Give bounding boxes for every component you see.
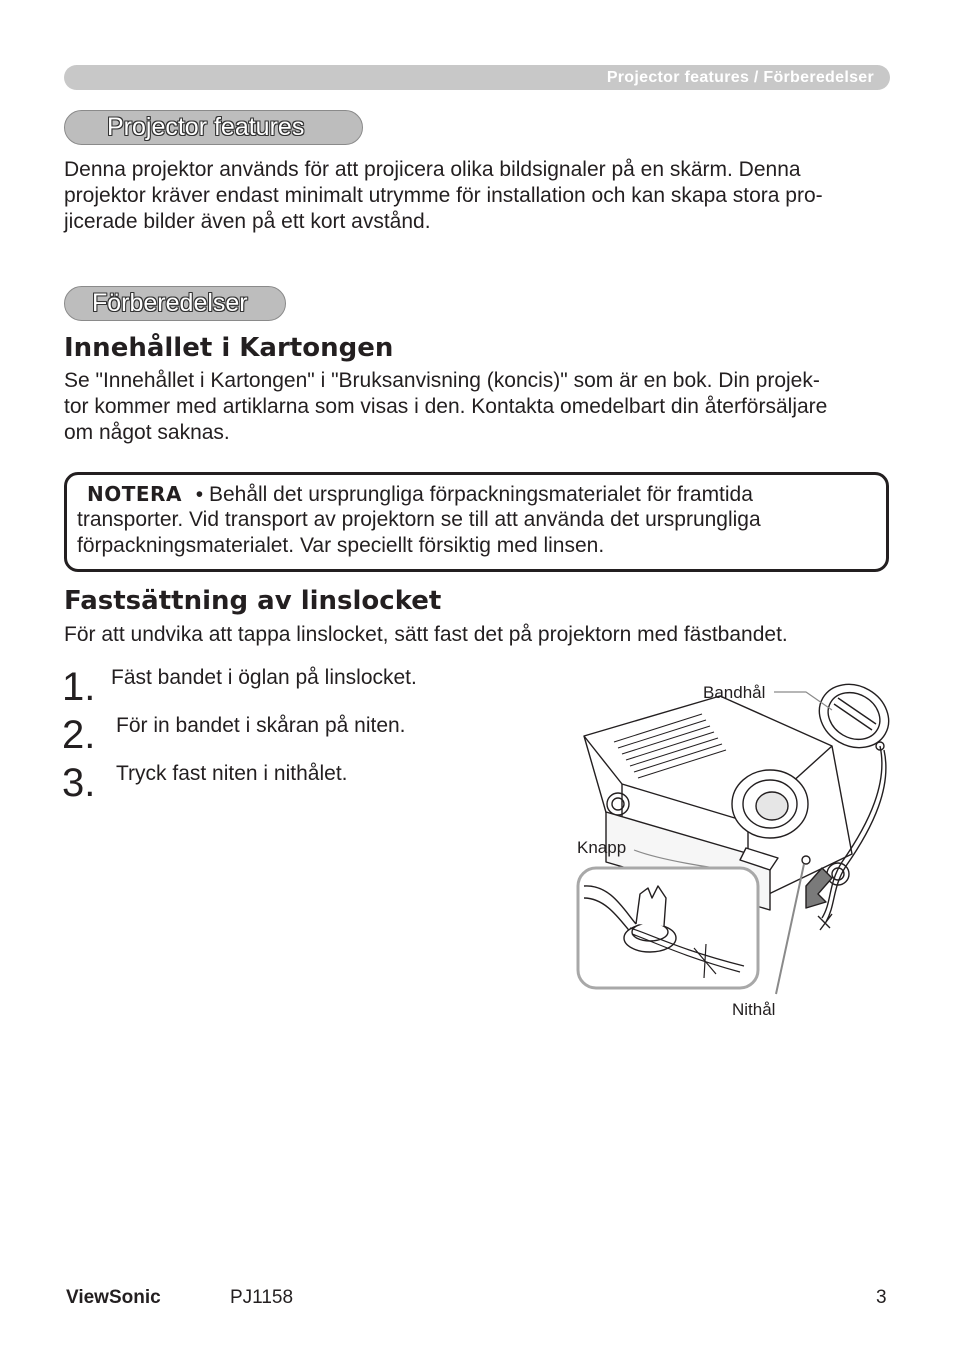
note-text: transporter. Vid transport av projektorn se till att använda det ursprungliga <box>77 508 761 531</box>
contents-heading: Innehållet i Kartongen <box>64 333 394 363</box>
contents-line: om något saknas. <box>64 421 230 444</box>
footer-model: PJ1158 <box>230 1287 294 1308</box>
step-text: Fäst bandet i öglan på linslocket. <box>111 666 417 689</box>
section-title-pill-features <box>64 110 363 145</box>
note-text: • Behåll det ursprungliga förpackningsmaterialet för framtida <box>195 483 753 506</box>
note-line-1 <box>77 482 753 507</box>
footer-brand: ViewSonic <box>66 1287 161 1308</box>
features-paragraph <box>64 157 894 235</box>
note-text: förpackningsmaterialet. Var speciellt försiktig med linsen. <box>77 534 605 557</box>
callout-rivet-hole: Nithål <box>732 1000 776 1019</box>
step-number: 1. <box>62 665 96 709</box>
contents-line: Se "Innehållet i Kartongen" i "Bruksanvisning (koncis)" som är en bok. Din projek- <box>64 369 820 392</box>
step-text: Tryck fast niten i nithålet. <box>116 762 348 785</box>
contents-paragraph <box>64 368 894 446</box>
running-header <box>64 65 890 90</box>
lens-cap-intro <box>64 622 894 648</box>
section-title-features: Projector features <box>107 113 305 141</box>
section-title-preparations: Förberedelser <box>92 289 248 317</box>
running-header-title: Projector features / Förberedelser <box>606 69 874 86</box>
features-line: projektor kräver endast minimalt utrymme för installation och kan skapa stora pro- <box>64 184 823 207</box>
callout-button: Knapp <box>577 838 627 857</box>
step-number: 2. <box>62 713 96 757</box>
lens-cap-illustration <box>570 672 890 1002</box>
lens-cap-intro-line: För att undvika att tappa linslocket, sätt fast det på projektorn med fästbandet. <box>64 623 788 646</box>
contents-line: tor kommer med artiklarna som visas i den. Kontakta omedelbart din återförsäljare <box>64 395 828 418</box>
callout-strap-hole: Bandhål <box>703 683 766 702</box>
note-box <box>64 472 889 572</box>
step-number: 3. <box>62 761 96 805</box>
section-title-pill-preparations <box>64 286 286 321</box>
step-text: För in bandet i skåran på niten. <box>116 714 406 737</box>
note-label: NOTERA <box>87 482 182 506</box>
lens-cap-heading: Fastsättning av linslocket <box>64 586 442 616</box>
page-number: 3 <box>876 1287 887 1308</box>
features-line: jicerade bilder även på ett kort avstånd. <box>64 210 431 233</box>
features-line: Denna projektor används för att projicera olika bildsignaler på en skärm. Denna <box>64 158 801 181</box>
